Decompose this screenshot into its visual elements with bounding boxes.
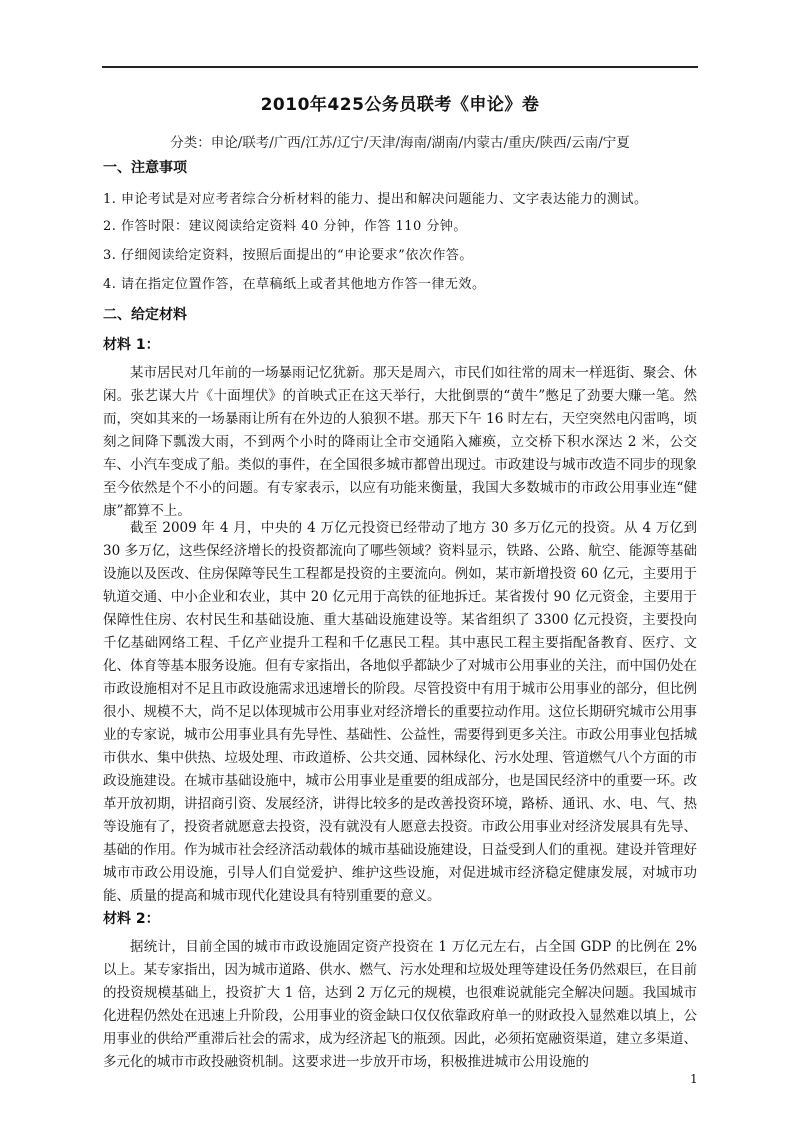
- material-1-paragraph-1: 某市居民对几年前的一场暴雨记忆犹新。那天是周六，市民们如往常的周末一样逛街、聚会、休闲。张艺谋大片《十面埋伏》的首映式正在这天举行，大批倒票的“黄牛”憋足了劲要大赚一笔。然而，突如其来的一场暴雨让所有在外边的人狼狈不堪。那天下午 16 时左右，天空突然电闪雷鸣，顷刻之间降下瓢泼大雨，不到两个小时的降雨让全市交通陷入瘫痪，立交桥下积水深达 2 米，公交车、小汽车变成了船。类似的事件，在全国很多城市都曾出现过。市政建设与城市改造不同步的现象至今依然是个不小的问题。有专家表示，以应有功能来衡量，我国大多数城市的市政公用事业连“健康”都算不上。: [103, 365, 697, 519]
- notice-item-2: 2. 作答时限：建议阅读给定资料 40 分钟，作答 110 分钟。: [103, 219, 467, 234]
- notice-item-3: 3. 仔细阅读给定资料，按照后面提出的“申论要求”依次作答。: [103, 248, 473, 263]
- notice-item-1: 1. 申论考试是对应考者综合分析材料的能力、提出和解决问题能力、文字表达能力的测试。: [103, 192, 648, 207]
- header-rule: [102, 66, 698, 68]
- material-1-paragraph-2: 截至 2009 年 4 月，中央的 4 万亿元投资已经带动了地方 30 多万亿元的投资。从 4 万亿到 30 多万亿，这些保经济增长的投资都流向了哪些领域？资料显示，铁路、公路、航空、能源等基础设施以及医改、住房保障等民生工程都是投资的主要流向。例如，某市新增投资 60 亿元，主要用于轨道交通、中小企业和农业，其中 20 亿元用于高铁的征地拆迁。某省拨付 90 亿元资金，主要用于保障性住房、农村民生和基础设施、重大基础设施建设等。某省组织了 3300 亿元投资，主要投向千亿基础网络工程、千亿产业提升工程和千亿惠民工程。其中惠民工程主要指配备教育、医疗、文化、体育等基本服务设施。但有专家指出，各地似乎都缺少了对城市公用事业的关注，而中国仍处在市政设施相对不足且市政设施需求迅速增长的阶段。尽管投资中有用于城市公用事业的部分，但比例很小、规模不大，尚不足以体现城市公用事业对经济增长的重要拉动作用。这位长期研究城市公用事业的专家说，城市公用事业具有先导性、基础性、公益性，需要得到更多关注。市政公用事业包括城市供水、集中供热、垃圾处理、市政道桥、公共交通、园林绿化、污水处理、管道燃气八个方面的市政设施建设。在城市基础设施中，城市公用事业是重要的组成部分，也是国民经济中的重要一环。改革开放初期，讲招商引资、发展经济，讲得比较多的是改善投资环境，路桥、通讯、水、电、气、热等设施有了，投资者就愿意去投资，没有就没有人愿意去投资。市政公用事业对经济发展具有先导、基础的作用。作为城市社会经济活动载体的城市基础设施建设，日益受到人们的重视。建设并管理好城市市政公用设施，引导人们自觉爱护、维护这些设施，对促进城市经济稳定健康发展，对城市功能、质量的提高和城市现代化建设具有特别重要的意义。: [103, 520, 697, 904]
- notice-item-4: 4. 请在指定位置作答，在草稿纸上或者其他地方作答一律无效。: [103, 277, 486, 292]
- material-2-heading: 材料 2：: [103, 911, 160, 927]
- material-2-paragraph-1: 据统计，目前全国的城市市政设施固定资产投资在 1 万亿元左右，占全国 GDP 的比例在 2%以上。某专家指出，因为城市道路、供水、燃气、污水处理和垃圾处理等建设任务仍然艰巨，在目前的投资规模基础上，投资扩大 1 倍，达到 2 万亿元的规模，也很难说就能完全解决问题。我国城市化进程仍然处在迅速上升阶段，公用事业的资金缺口仅仅依靠政府单一的财政投入显然难以填上，公用事业的供给严重滞后社会的需求，成为经济起飞的瓶颈。因此，必须拓宽融资渠道，建立多渠道、多元化的城市市政投融资机制。这要求进一步放开市场，积极推进城市公用设施的: [103, 939, 697, 1070]
- page-number: 1: [690, 1072, 698, 1086]
- category-line: 分类：申论/联考/广西/江苏/辽宁/天津/海南/湖南/内蒙古/重庆/陕西/云南/宁夏: [170, 135, 630, 151]
- materials-heading: 二、给定材料: [103, 307, 187, 323]
- notice-heading: 一、注意事项: [103, 160, 187, 176]
- material-1-heading: 材料 1：: [103, 337, 160, 353]
- document-title: 2010年425公务员联考《申论》卷: [260, 95, 540, 115]
